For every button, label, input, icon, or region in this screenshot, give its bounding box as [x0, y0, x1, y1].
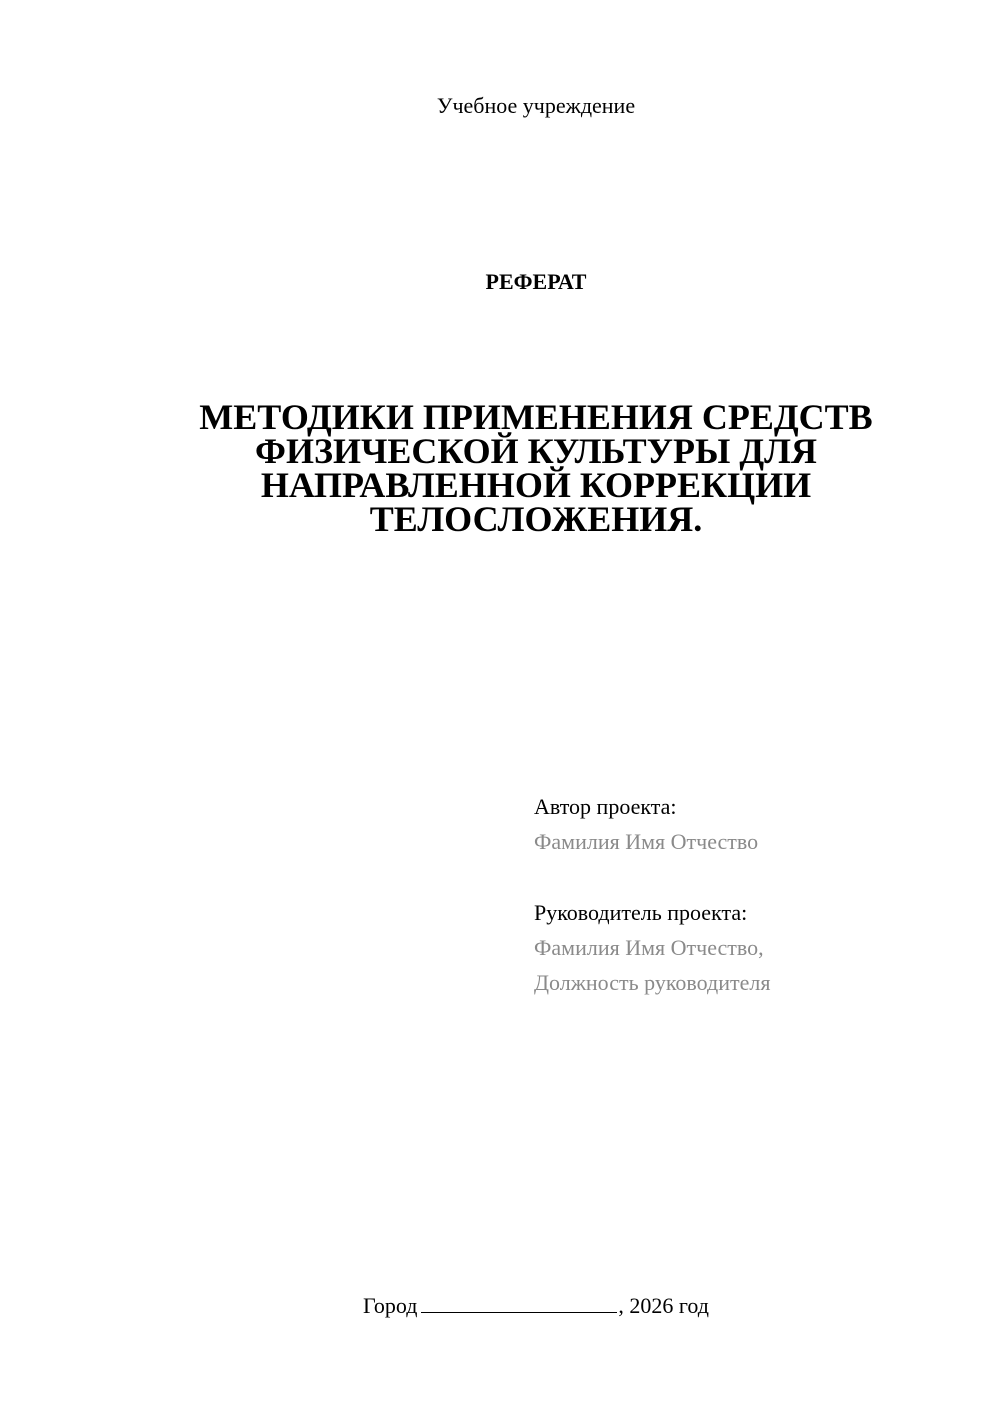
- institution-name: Учебное учреждение: [436, 93, 636, 118]
- document-title: [130, 397, 942, 539]
- author-name-placeholder: Фамилия Имя Отчество: [534, 829, 759, 854]
- year-label: , 2026 год: [618, 1293, 709, 1318]
- city-blank-line: [421, 1290, 617, 1313]
- footer-city-year: [0, 1290, 1000, 1321]
- title-line: ТЕЛОСЛОЖЕНИЯ.: [369, 499, 703, 539]
- title-line: НАПРАВЛЕННОЙ КОРРЕКЦИИ: [260, 465, 812, 505]
- city-label: Город: [363, 1293, 418, 1318]
- title-line: МЕТОДИКИ ПРИМЕНЕНИЯ СРЕДСТВ: [199, 397, 873, 437]
- title-line: ФИЗИЧЕСКОЙ КУЛЬТУРЫ ДЛЯ: [255, 431, 817, 471]
- supervisor-label: Руководитель проекта:: [534, 900, 748, 925]
- credits-block: [534, 789, 974, 1000]
- supervisor-position-placeholder: Должность руководителя: [534, 970, 771, 995]
- author-label: Автор проекта:: [534, 794, 677, 819]
- supervisor-name-placeholder: Фамилия Имя Отчество,: [534, 935, 764, 960]
- spacer: [534, 859, 974, 895]
- document-type: РЕФЕРАТ: [485, 269, 587, 294]
